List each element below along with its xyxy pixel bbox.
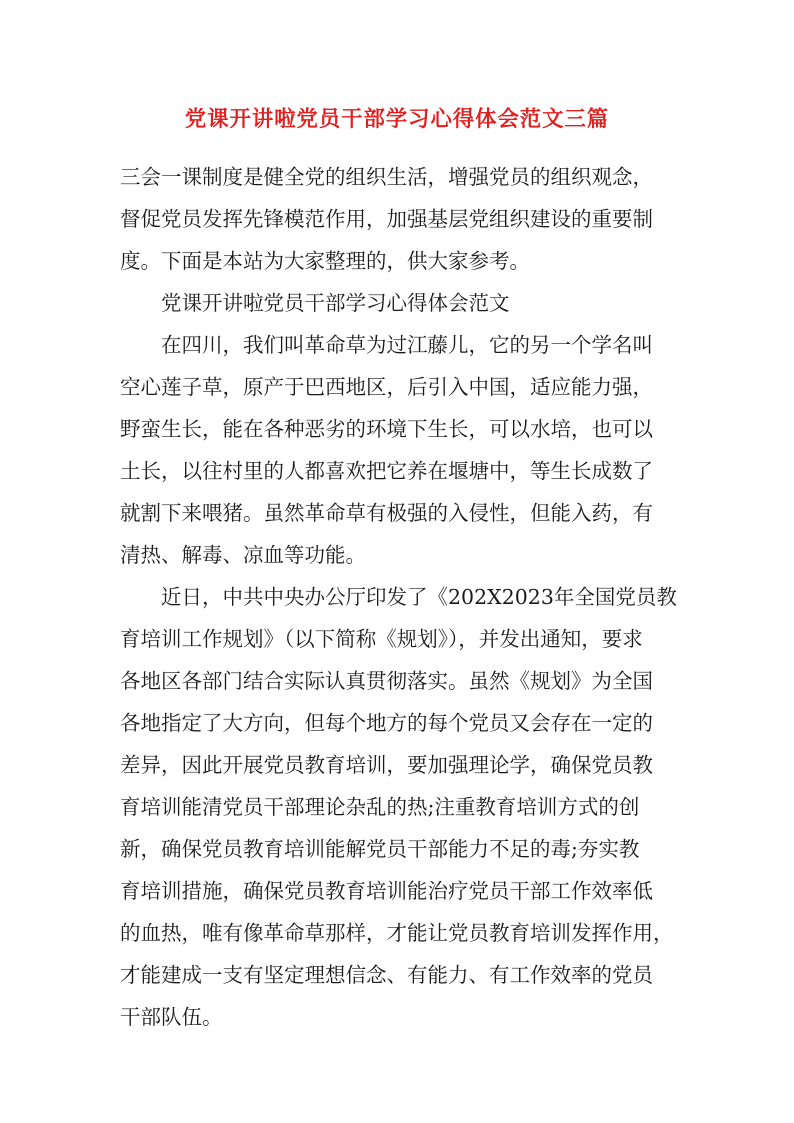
intro-line-1: 三会一课制度是健全党的组织生活，增强党员的组织观念， [120,165,653,189]
paragraph2-line-4: 各地指定了大方向，但每个地方的每个党员又会存在一定的 [120,711,653,735]
paragraph2-line-5: 差异，因此开展党员教育培训，要加强理论学，确保党员教 [120,753,653,777]
paragraph2-line-6: 育培训能清党员干部理论杂乱的热;注重教育培训方式的创 [120,795,640,819]
paragraph1-line-2: 空心莲子草，原产于巴西地区，后引入中国，适应能力强， [120,375,653,399]
intro-line-3: 度。下面是本站为大家整理的，供大家参考。 [120,249,530,273]
intro-line-2: 督促党员发挥先锋模范作用，加强基层党组织建设的重要制 [120,207,653,231]
paragraph1-line-6: 清热、解毒、凉血等功能。 [120,543,366,567]
paragraph2-line-11: 干部队伍。 [120,1005,223,1029]
paragraph2-line-3: 各地区各部门结合实际认真贯彻落实。虽然《规划》为全国 [120,669,653,693]
paragraph1-line-3: 野蛮生长，能在各种恶劣的环境下生长，可以水培，也可以 [120,417,653,441]
paragraph2-line-10: 才能建成一支有坚定理想信念、有能力、有工作效率的党员 [120,963,653,987]
paragraph1-line-1: 在四川，我们叫革命草为过江藤儿，它的另一个学名叫 [161,333,653,357]
paragraph2-line-8: 育培训措施，确保党员教育培训能治疗党员干部工作效率低 [120,879,653,903]
paragraph2-line-9: 的血热，唯有像革命草那样，才能让党员教育培训发挥作用， [120,921,674,945]
paragraph1-line-4: 土长，以往村里的人都喜欢把它养在堰塘中，等生长成数了 [120,459,653,483]
paragraph2-line-2: 育培训工作规划》（以下简称《规划》），并发出通知，要求 [120,627,643,651]
document-title: 党课开讲啦党员干部学习心得体会范文三篇 [184,107,610,132]
section-heading: 党课开讲啦党员干部学习心得体会范文 [161,291,510,315]
paragraph1-line-5: 就割下来喂猪。虽然革命草有极强的入侵性，但能入药，有 [120,501,653,525]
paragraph2-line-7: 新，确保党员教育培训能解党员干部能力不足的毒;夯实教 [120,837,640,861]
paragraph2-line-1: 近日，中共中央办公厅印发了《202X2023年全国党员教 [161,585,677,609]
